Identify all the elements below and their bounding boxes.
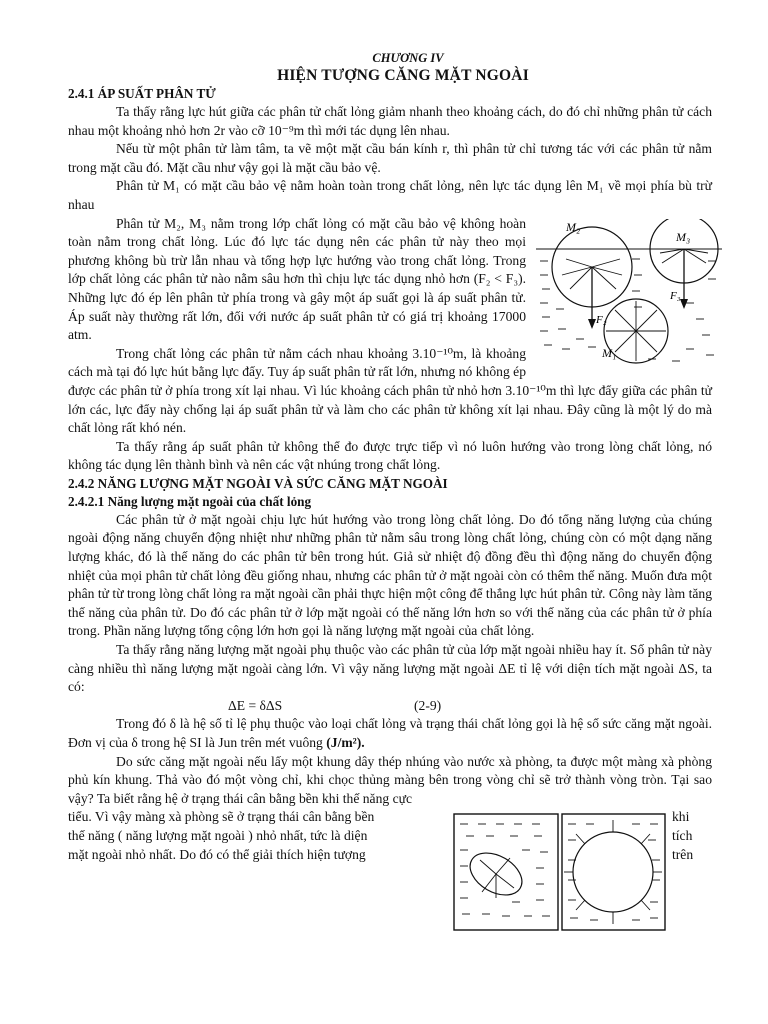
chapter-title: HIỆN TƯỢNG CĂNG MẶT NGOÀI <box>277 67 529 84</box>
section-heading-2-4-2: 2.4.2 NĂNG LƯỢNG MẶT NGOÀI VÀ SỨC CĂNG MẶT NGOÀI <box>68 475 448 491</box>
text-segment: thế năng ( năng lượng mặt ngoài ) nhỏ nhất, tức là diện <box>68 827 368 843</box>
unit-text: (J/m²). <box>326 735 365 750</box>
document-page <box>68 50 712 864</box>
molecular-pressure-diagram <box>536 219 722 369</box>
left-wire-frame <box>454 814 558 930</box>
left-thread-arrows <box>480 858 514 898</box>
formula-line <box>68 697 712 716</box>
paragraph: Phân tử M₁ có mặt cầu bảo vệ nằm hoàn toàn trong chất lỏng, nên lực tác dụng lên M₁ về mọi phía bù trừ nhau <box>68 178 712 212</box>
right-wire-frame <box>562 814 665 930</box>
liquid-dashes <box>540 259 716 361</box>
label-f3: F₃ <box>670 289 681 302</box>
paragraph: Phân tử M₂, M₃ nằm trong lớp chất lỏng có mặt cầu bảo vệ không hoàn toàn nằm trong chất lỏng. Lúc đó lực tác dụng nên các phân tử này theo mọi phương không bù trừ lẫn nhau và tổng hợp lực hướng vào trong chất lỏng. Trong lớp chất lỏng các phân tử nào nằm sâu hơn thì chịu lực tác dụng nhỏ hơn (F₂ < F₃). Những lực đó ép lên phân tử phía trong và gây một áp suất gọi là áp suất phân tử. Áp suất này thường rất lớn, đối với nước áp suất phân tử có giá trị khoảng 17000 atm. <box>68 215 526 343</box>
paragraph: Nếu từ một phân tử làm tâm, ta vẽ một mặt cầu bán kính r, thì phân tử chỉ tương tác với các phân tử nằm trong mặt cầu đó. Mặt cầu như vậy gọi là mặt cầu bảo vệ. <box>68 141 712 175</box>
soap-film-dashes <box>460 824 660 920</box>
soap-film-thread-diagram <box>452 810 667 932</box>
paragraph <box>68 715 712 752</box>
right-thread-arrows <box>564 820 662 924</box>
label-f2: F₂ <box>596 313 607 326</box>
label-m3: M₃ <box>676 229 691 244</box>
paragraph: Ta thấy rằng lực hút giữa các phân tử chất lỏng giảm nhanh theo khoảng cách, do đó chỉ những phân tử cách nhau một khoảng nhỏ hơn 2r vào cỡ 10⁻⁹m thì mới tác dụng lên nhau. <box>68 104 712 138</box>
chapter-label: CHƯƠNG IV <box>372 51 444 65</box>
formula-equation: ΔE = δΔS <box>228 697 283 713</box>
subsection-heading-2-4-2-1: 2.4.2.1 Năng lượng mặt ngoài của chất lỏng <box>68 493 312 509</box>
closing-lines <box>68 808 712 864</box>
paragraph: Ta thấy rằng năng lượng mặt ngoài phụ thuộc vào các phân tử của lớp mặt ngoài nhiều hay ít. Số phân tử này càng nhiều thì năng lượng mặt ngoài càng lớn. Vì vậy năng lượng mặt ngoài ΔE tỉ lệ với diện tích mặt ngoài ΔS, ta có: <box>68 642 712 695</box>
text-segment: mặt ngoài nhỏ nhất. Do đó có thể giải thích hiện tượng <box>68 846 366 862</box>
text-segment: trên <box>672 846 694 862</box>
label-m2: M₂ <box>566 219 581 234</box>
text-segment: khi <box>672 809 690 825</box>
paragraph: Các phân tử ở mặt ngoài chịu lực hút hướng vào trong lòng chất lỏng. Do đó tổng năng lượng của chúng ngoài động năng chuyển động nhiệt như những phân tử nằm sâu trong lòng chất lỏng, chúng còn có một dạng năng lượng khác, đó là thế năng do các phân tử bên trong hút. Giả sử nhiệt độ đồng đều thì động năng do chuyển động nhiệt của mọi phân tử chất lỏng đều giống nhau, nhưng các phân tử ở mặt ngoài còn có thêm thế năng. Muốn đưa một phân tử từ trong lòng chất lỏng ra mặt ngoài cần phải thực hiện một công để thắng lực hút phân tử. Công này làm tăng thế năng của phân tử. Do đó các phân tử ở lớp mặt ngoài có thế năng lớn hơn so với thế năng của các phân tử ở phía trong. Phần năng lượng tổng cộng lớn hơn gọi là năng lượng mặt ngoài của chất lỏng. <box>68 511 712 639</box>
formula-number: (2-9) <box>414 697 442 713</box>
paragraph: Do sức căng mặt ngoài nếu lấy một khung dây thép nhúng vào nước xà phòng, ta được một màng xà phòng phủ kín khung. Thả vào đó một vòng chỉ, khi chọc thủng màng bên trong vòng chỉ sẽ trở thành vòng tròn. Tại sao vậy? Ta biết rằng hệ ở trạng thái cân bằng bền khi thế năng cực <box>68 753 712 806</box>
paragraph-text: Trong đó δ là hệ số tỉ lệ phụ thuộc vào loại chất lỏng và trạng thái chất lỏng gọi là hệ số sức căng mặt ngoài. Đơn vị của δ trong hệ SI là Jun trên mét vuông <box>68 716 712 750</box>
m2-force-arrows <box>562 259 622 329</box>
paragraph: Ta thấy rằng áp suất phân tử không thể đo được trực tiếp vì nó luôn hướng vào trong lòng chất lỏng, nó không tác dụng lên thành bình và nên các vật nhúng trong chất lỏng. <box>68 438 712 473</box>
label-m1: M₁ <box>602 345 617 360</box>
text-segment: tích <box>672 827 693 843</box>
text-segment: tiểu. Vì vậy màng xà phòng sẽ ở trạng thái cân bằng bền <box>68 809 375 825</box>
section-heading-2-4-1: 2.4.1 ÁP SUẤT PHÂN TỬ <box>68 86 216 101</box>
paragraph: Trong chất lỏng các phân tử nằm cách nhau khoảng 3.10⁻¹⁰m, là khoảng cách mà tại đó lực hút bằng lực đẩy. Tuy áp suất phân tử rất lớn, nhưng nó không ép được các phân tử ở phía trong xít lại nhau. Vì lúc khoảng cách phân tử nhỏ hơn 3.10⁻¹⁰m thì lực đẩy giữa các phân tử lớn các, lực đẩy này chống lại áp suất phân tử và làm cho các phân tử không xít lại nhau. Đây cũng là một lý do mà chất lỏng rất khó nén. <box>68 345 712 436</box>
